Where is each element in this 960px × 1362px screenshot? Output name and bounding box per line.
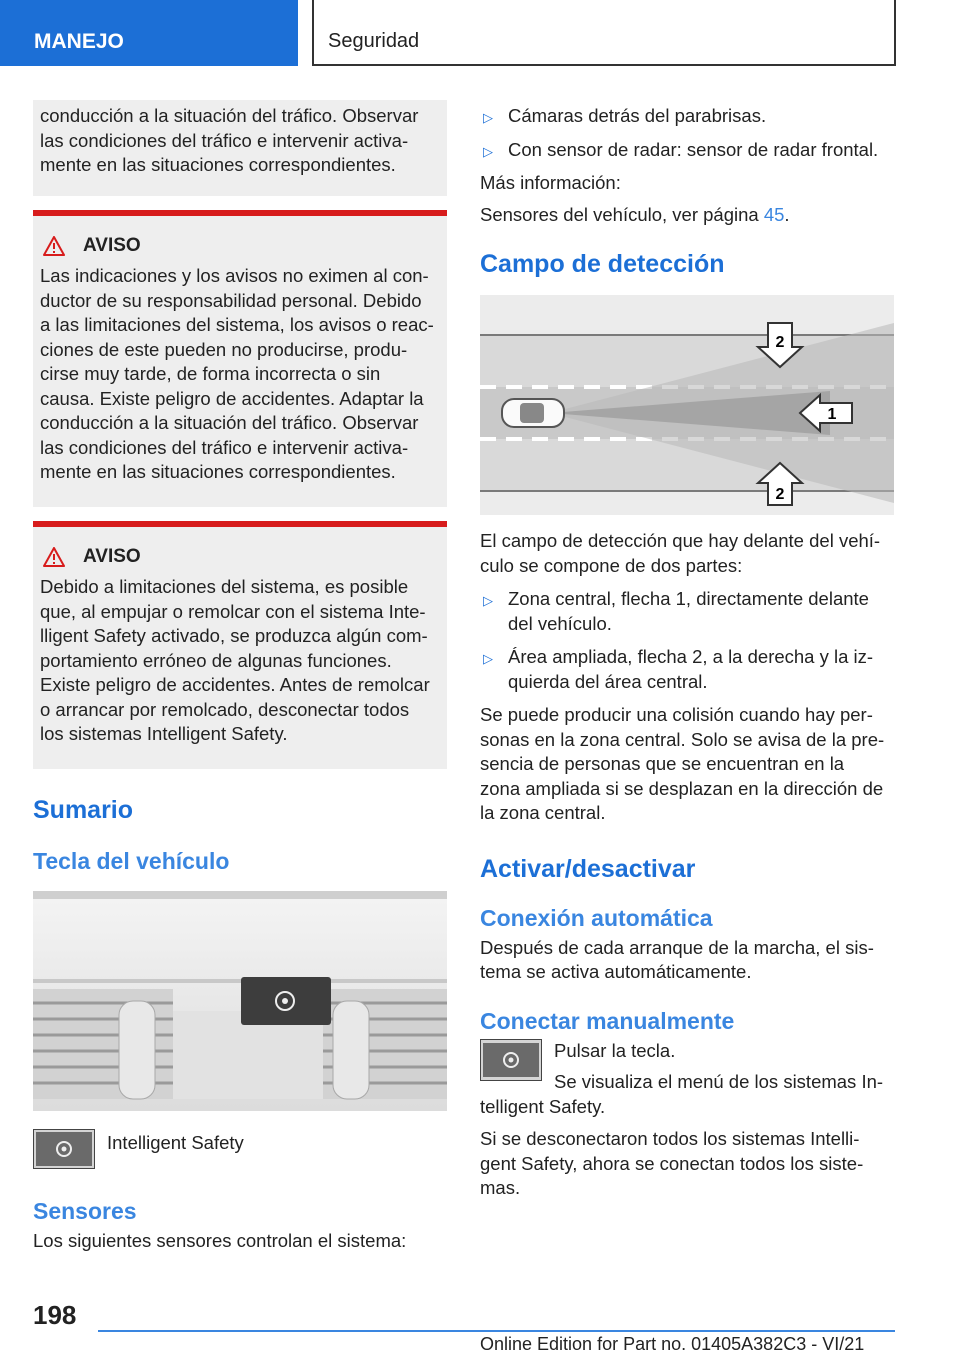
heading-sensores: Sensores [33,1197,137,1224]
text-line: conducción a la situación del tráfico. Observar [40,105,419,126]
warning-triangle-icon [43,547,65,567]
dashboard-figure [33,891,447,1111]
text-line: Si se desconectaron todos los sistemas Intelli- [480,1128,860,1149]
colision-paragraph [480,703,894,826]
heading-tecla: Tecla del vehículo [33,847,230,874]
warning-title: AVISO [83,545,141,567]
text-line: mas. [480,1177,521,1198]
intro-box [33,100,447,196]
text-line: sencia de personas que se encuentran en la [480,753,845,774]
key-legend [33,1129,447,1169]
heading-sumario: Sumario [33,795,134,824]
mas-info: Más información: [480,172,621,193]
heading-campo: Campo de detección [480,250,725,278]
text-line: a las limitaciones del sistema, los avisos o reac- [40,314,434,335]
text-line: conducción a la situación del tráfico. Observar [40,412,419,433]
warning-title: AVISO [83,234,141,256]
right-column [480,100,894,1201]
text-line: cirse muy tarde, de forma incorrecta o sin [40,363,381,384]
text-line: que, al empujar o remolcar con el sistema Inte- [40,600,426,622]
warning-box-1 [33,210,447,507]
list-item: ▷ Con sensor de radar: sensor de radar frontal. [480,138,894,165]
footer-divider [98,1330,895,1332]
text-line: Se puede producir una colisión cuando hay per- [480,704,873,725]
text-line: los sistemas Intelligent Safety. [40,723,288,744]
chapter-title: Seguridad [312,0,896,66]
heading-activar: Activar/desactivar [480,854,696,883]
intelligent-safety-icon [502,1051,520,1069]
text-line: causa. Existe peligro de accidentes. Adaptar la [40,387,424,409]
text-line: Las indicaciones y los avisos no eximen al con- [40,265,429,286]
arrow-label: 2 [775,334,785,351]
text-line: ciones de este pueden no producirse, produ- [40,338,408,360]
text-line: sonas en la zona central. Solo se avisa de la pre- [480,728,885,750]
text-line: las condiciones del tráfico e intervenir activa- [40,436,409,458]
text-line: Después de cada arranque de la marcha, el sis- [480,936,874,958]
text-line: portamiento erróneo de algunas funciones. [40,649,392,671]
heading-auto: Conexión automática [480,904,713,931]
list-item: ▷ Zona central, flecha 1, directamente delante del vehículo. [480,587,894,636]
section-tab: MANEJO [0,0,298,66]
text-line: telligent Safety. [480,1095,606,1117]
bullet-triangle-icon: ▷ [483,110,493,125]
edition-text: Online Edition for Part no. 01405A382C3 - VI/21 [480,1334,865,1354]
auto-paragraph [480,936,894,985]
text-line: mente en las situaciones correspondientes. [40,154,396,175]
arrow-label: 2 [775,486,785,503]
text-line: El campo de detección que hay delante del vehí- [480,530,881,551]
text-line: las condiciones del tráfico e intervenir activa- [40,129,409,151]
list-item: ▷ Área ampliada, flecha 2, a la derecha y la iz- quierda del área central. [480,645,894,694]
sensores-text: Los siguientes sensores controlan el sistema: [33,1229,407,1251]
text-line: lligent Safety activado, se produzca algún com- [40,625,428,646]
text-line: zona ampliada si se desplazan en la dirección de [480,777,884,799]
bullet-triangle-icon: ▷ [483,143,493,159]
detection-field-figure [480,295,894,515]
list-item: ▷ Cámaras detrás del parabrisas. [480,104,894,131]
desconect-paragraph [480,1127,894,1201]
text-line: tema se activa automáticamente. [480,961,752,982]
left-column [33,100,447,1253]
text-line: la zona central. [480,802,606,823]
manual-block [480,1039,894,1120]
text-line: Se visualiza el menú de los sistemas In- [554,1071,884,1092]
sensores-reference: Sensores del vehículo, ver página 45. [480,203,790,225]
text-line: Existe peligro de accidentes. Antes de remolcar [40,674,430,695]
intelligent-safety-icon [55,1140,73,1158]
key-label: Intelligent Safety [107,1131,244,1153]
warning-box-2 [33,521,447,769]
arrow-label: 1 [827,406,837,423]
dashboard-illustration [33,891,447,1111]
text-line: Pulsar la tecla. [554,1039,676,1061]
page-link[interactable]: 45 [763,203,785,225]
warning-triangle-icon [43,236,65,256]
key-thumbnail [33,1129,95,1169]
key-thumbnail [480,1039,542,1081]
text-line: ductor de su responsabilidad personal. Debido [40,289,422,311]
bullet-triangle-icon: ▷ [483,651,493,666]
text-line: o arrancar por remolcado, desconectar todos [40,698,410,720]
detection-field-illustration [480,295,894,515]
text-line: mente en las situaciones correspondientes. [40,461,396,482]
bullet-triangle-icon: ▷ [483,593,493,608]
text-line: gent Safety, ahora se conectan todos los siste- [480,1152,864,1174]
text-line: Debido a limitaciones del sistema, es posible [40,576,409,597]
text-line: culo se compone de dos partes: [480,554,743,576]
page-number: 198 [33,1300,77,1330]
campo-paragraph [480,529,894,578]
heading-manual: Conectar manualmente [480,1007,735,1034]
